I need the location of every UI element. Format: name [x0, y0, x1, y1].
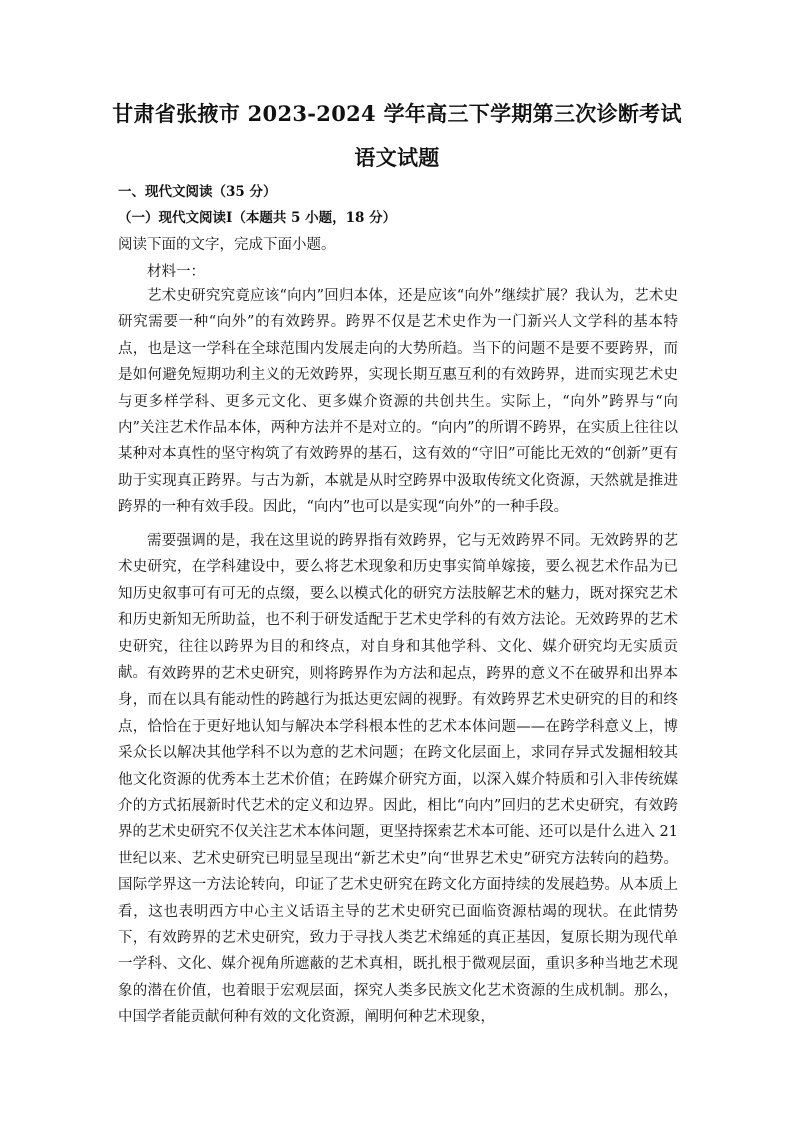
section-subheading: （一）现代文阅读Ⅰ（本题共 5 小题，18 分）	[118, 210, 397, 226]
document-subtitle: 语文试题	[354, 145, 440, 170]
material-label: 材料一：	[147, 264, 205, 280]
body-paragraph: 有效跨界的艺术史研究，则将跨界作为方法和起点，跨界的意义不在破界和出界本身，而在以具有能动性的跨越行为抵达更宏阔的视野。有效跨界艺术史研究的目的和终点，恰恰在于更好地认知与解决本学科根本性的艺术本体问题——在跨学科意义上，博采众长以解决其他学科不以为意的艺术问题；在跨文化层面上，求同存异式发掘相较其他文化资源的优秀本土艺术价值；在跨媒介研究方面，以深入媒介特质和引入非传统媒介的方式拓展新时代艺术的定义和边界。因此，相比“向内”回归的艺术史研究，有效跨界的艺术史研究不仅关注艺术本体问题，更坚持探索艺术本可能、还可以是什么进入 21 世纪以来、艺术史研究已明显呈现出“新艺术史”向“世界艺术史”研究方法转向的趋势。国际学界这一方法论转向，印证了艺术史研究在跨文化方面持续的发展趋势。从本质上看，这也表明西方中心主义话语主导的艺术史研究已面临资源枯竭的现状。在此情势下，有效跨界的艺术史研究，致力于寻找人类艺术绵延的真正基因，复原长期为现代单一学科、文化、媒介视角所遮蔽的艺术真相，既扎根于微观层面，重识多种当地艺术现象的潜在价值，也着眼于宏观层面，探究人类多民族文化艺术资源的生成机制。那么，中国学者能贡献何种有效的文化资源，阐明何种艺术现象，	[118, 666, 678, 1026]
section-heading: 一、现代文阅读（35 分）	[118, 184, 277, 200]
body-paragraph: 艺术史研究究竟应该“向内”回归本体，还是应该“向外”继续扩展？我认为，艺术史研究需要一种“向外”的有效跨界。跨界不仅是艺术史作为一门新兴人文学科的基本特点，也是这一学科在全球范围内发展走向的大势所趋。当下的问题不是要不要跨界，而是如何避免短期功利主义的无效跨界，实现长期互惠互利的有效跨界，进而实现艺术史与更多样学科、更多元文化、更多媒介资源的共创共生。实际上，“向外”跨界与“向内”关注艺术作品本体，两种方法并不是对立的。“向内”的所谓不跨界，在实质上往往以某种对本真性的坚守构筑了有效跨界的基石，这有效的“守旧”可能比无效的“创新”更有助于实现真正跨界。与古为新，本就是从时空跨界中汲取传统文化资源，天然就是推进跨界的一种有效手段。因此，“向内”也可以是实现“向外”的一种手段。	[118, 288, 678, 516]
body-paragraph: 需要强调的是，我在这里说的跨界指有效跨界，它与无效跨界不同。无效跨界的艺术史研究，在学科建设中，要么将艺术现象和历史事实简单嫁接，要么视艺术作品为已知历史叙事可有可无的点缀，要么以模式化的研究方法肢解艺术的魅力，既对探究艺术和历史新知无所助益，也不利于研发适配于艺术史学科的有效方法论。无效跨界的艺术史研究，往往以跨界为目的和终点，对自身和其他学科、文化、媒介研究均无实质贡献。	[118, 533, 678, 682]
document-title: 甘肃省张掖市 2023-2024 学年高三下学期第三次诊断考试	[112, 101, 682, 126]
instruction-text: 阅读下面的文字，完成下面小题。	[118, 237, 336, 253]
